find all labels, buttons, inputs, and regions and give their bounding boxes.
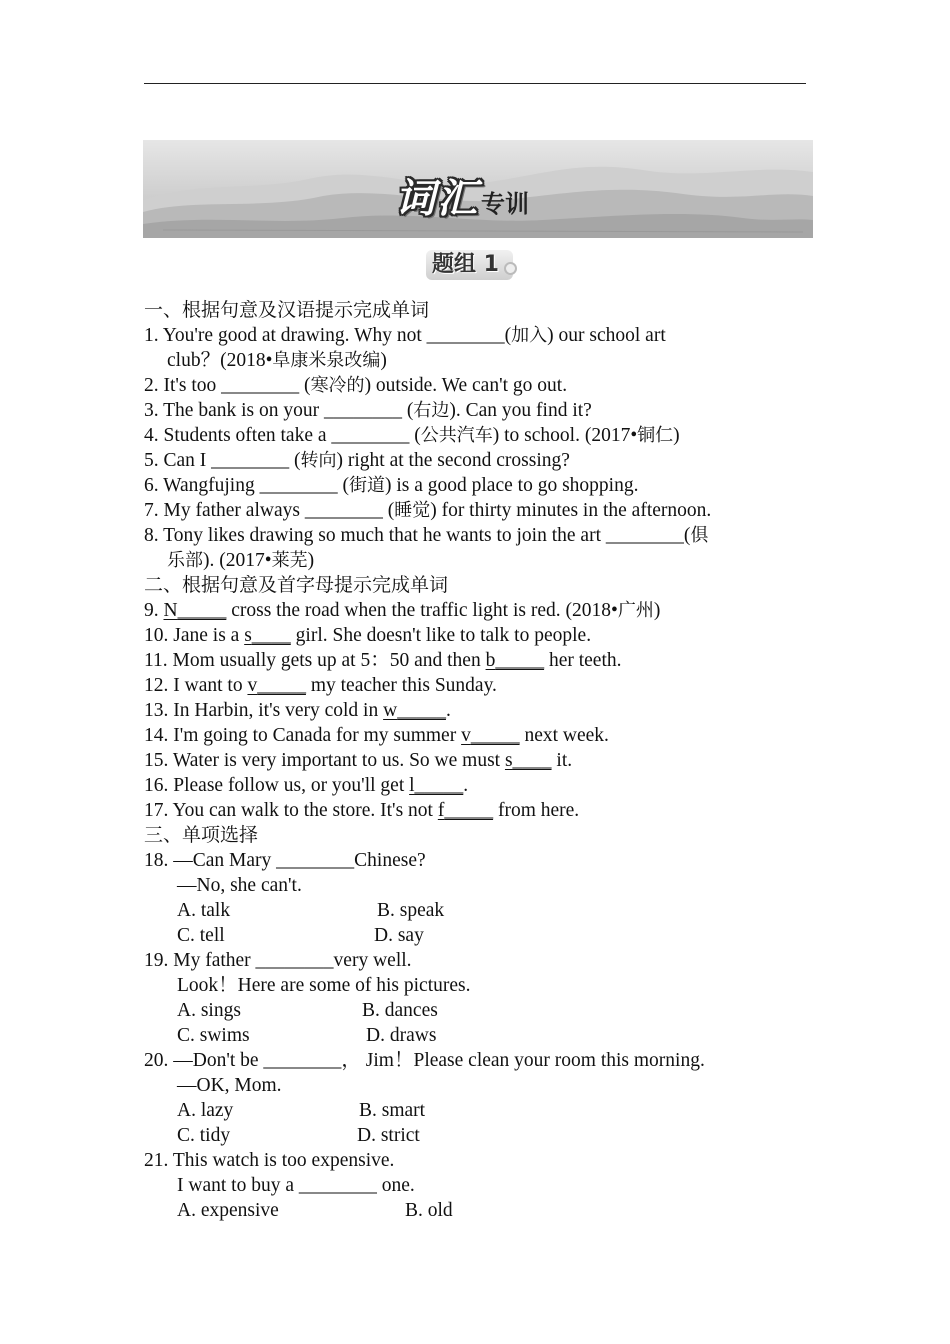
question-8-cont: 乐部). (2017•莱芜): [167, 550, 315, 571]
exercise-content: [144, 298, 804, 1223]
banner-title: [395, 167, 529, 224]
question-20-reply: —OK, Mom.: [177, 1075, 282, 1096]
question-12: 12. I want to v_____ my teacher this Sunday.: [144, 675, 497, 696]
question-19-options-ab: [144, 998, 804, 1023]
question-19-options-cd: [144, 1023, 804, 1048]
option-a: A. lazy: [177, 1100, 234, 1121]
header-rule: [144, 83, 806, 84]
question-16: 16. Please follow us, or you'll get l_____.: [144, 775, 469, 796]
question-10: 10. Jane is a s____ girl. She doesn't like to talk to people.: [144, 625, 592, 646]
banner-title-sub: 专训: [481, 190, 529, 218]
section1-heading: 一、根据句意及汉语提示完成单词: [144, 299, 430, 321]
question-3: 3. The bank is on your ________ (右边). Can you find it?: [144, 400, 592, 421]
question-4: 4. Students often take a ________ (公共汽车) to school. (2017•铜仁): [144, 425, 680, 446]
question-9: 9. N_____ cross the road when the traffic light is red. (2018•广州): [144, 600, 661, 621]
question-21: 21. This watch is too expensive.: [144, 1150, 395, 1171]
option-d: D. draws: [366, 1025, 437, 1046]
question-18-options-cd: [144, 923, 804, 948]
question-17: 17. You can walk to the store. It's not f_____ from here.: [144, 800, 580, 821]
question-18-reply: —No, she can't.: [177, 875, 302, 896]
option-a: A. talk: [177, 900, 231, 921]
question-11: 11. Mom usually gets up at 5：50 and then b_____ her teeth.: [144, 650, 622, 671]
option-b: B. smart: [359, 1100, 426, 1121]
question-14: 14. I'm going to Canada for my summer v_____ next week.: [144, 725, 609, 746]
question-21-cont: I want to buy a ________ one.: [177, 1175, 415, 1196]
option-d: D. say: [374, 925, 424, 946]
option-d: D. strict: [357, 1125, 420, 1146]
question-18: 18. —Can Mary ________Chinese?: [144, 850, 426, 871]
question-1-cont: club？(2018•阜康米泉改编): [167, 350, 387, 371]
option-a: A. sings: [177, 1000, 241, 1021]
question-2: 2. It's too ________ (寒冷的) outside. We can't go out.: [144, 375, 568, 396]
option-c: C. swims: [177, 1025, 250, 1046]
question-19-cont: Look！Here are some of his pictures.: [177, 975, 471, 996]
banner-title-main: 词汇: [395, 175, 479, 222]
group-label: 题组 1: [426, 250, 513, 280]
option-c: C. tidy: [177, 1125, 231, 1146]
question-7: 7. My father always ________ (睡觉) for thirty minutes in the afternoon.: [144, 500, 712, 521]
question-5: 5. Can I ________ (转向) right at the second crossing?: [144, 450, 570, 471]
question-19: 19. My father ________very well.: [144, 950, 412, 971]
section2-heading: 二、根据句意及首字母提示完成单词: [144, 574, 449, 596]
option-b: B. old: [405, 1200, 453, 1221]
question-15: 15. Water is very important to us. So we must s____ it.: [144, 750, 573, 771]
option-c: C. tell: [177, 925, 225, 946]
question-6: 6. Wangfujing ________ (街道) is a good place to go shopping.: [144, 475, 639, 496]
question-21-options-ab: [144, 1198, 804, 1223]
option-b: B. dances: [362, 1000, 438, 1021]
section3-heading: 三、单项选择: [144, 824, 259, 846]
question-20: 20. —Don't be ________， Jim！Please clean your room this morning.: [144, 1050, 705, 1071]
question-18-options-ab: [144, 898, 804, 923]
question-20-options-ab: [144, 1098, 804, 1123]
question-13: 13. In Harbin, it's very cold in w_____.: [144, 700, 451, 721]
question-20-options-cd: [144, 1123, 804, 1148]
option-b: B. speak: [377, 900, 445, 921]
question-1: 1. You're good at drawing. Why not ________(加入) our school art: [144, 325, 666, 346]
option-a: A. expensive: [177, 1200, 279, 1221]
question-8: 8. Tony likes drawing so much that he wants to join the art ________(俱: [144, 525, 709, 546]
